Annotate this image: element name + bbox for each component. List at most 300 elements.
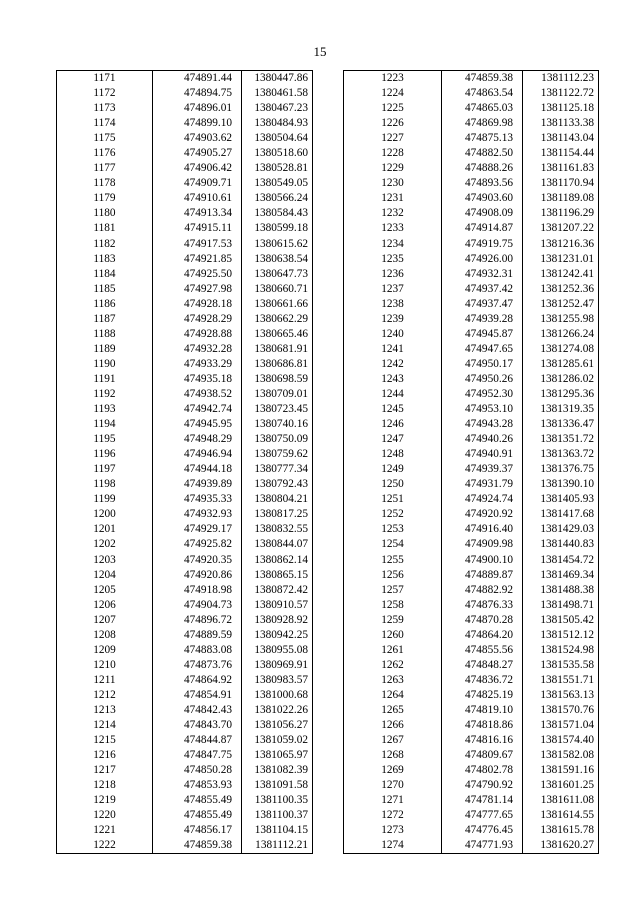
point-number-cell: 1208 [57, 628, 153, 643]
table-row [57, 492, 313, 507]
y-coordinate-cell: 1380817.25 [242, 507, 313, 522]
x-coordinate-cell: 474917.53 [153, 237, 242, 252]
point-number-cell: 1172 [57, 86, 153, 101]
point-number-cell: 1250 [344, 477, 442, 492]
x-coordinate-cell: 474940.91 [442, 447, 523, 462]
point-number-cell: 1211 [57, 673, 153, 688]
x-coordinate-cell: 474914.87 [442, 221, 523, 236]
point-number-cell: 1194 [57, 417, 153, 432]
x-coordinate-cell: 474938.52 [153, 387, 242, 402]
y-coordinate-cell: 1381196.29 [523, 206, 599, 221]
y-coordinate-cell: 1380955.08 [242, 643, 313, 658]
x-coordinate-cell: 474865.03 [442, 101, 523, 116]
y-coordinate-cell: 1381133.38 [523, 116, 599, 131]
x-coordinate-cell: 474933.29 [153, 357, 242, 372]
y-coordinate-cell: 1381056.27 [242, 718, 313, 733]
table-row [57, 252, 313, 267]
y-coordinate-cell: 1380740.16 [242, 417, 313, 432]
x-coordinate-cell: 474937.42 [442, 282, 523, 297]
x-coordinate-cell: 474847.75 [153, 748, 242, 763]
table-row [344, 176, 599, 191]
x-coordinate-cell: 474909.71 [153, 176, 242, 191]
x-coordinate-cell: 474920.86 [153, 568, 242, 583]
x-coordinate-cell: 474928.88 [153, 327, 242, 342]
y-coordinate-cell: 1380660.71 [242, 282, 313, 297]
x-coordinate-cell: 474953.10 [442, 402, 523, 417]
x-coordinate-cell: 474816.16 [442, 733, 523, 748]
point-number-cell: 1256 [344, 568, 442, 583]
y-coordinate-cell: 1380844.07 [242, 537, 313, 552]
x-coordinate-cell: 474940.26 [442, 432, 523, 447]
y-coordinate-cell: 1381189.08 [523, 191, 599, 206]
point-number-cell: 1206 [57, 598, 153, 613]
point-number-cell: 1265 [344, 703, 442, 718]
y-coordinate-cell: 1380759.62 [242, 447, 313, 462]
x-coordinate-cell: 474918.98 [153, 583, 242, 598]
y-coordinate-cell: 1380698.59 [242, 372, 313, 387]
point-number-cell: 1225 [344, 101, 442, 116]
x-coordinate-cell: 474855.49 [153, 808, 242, 823]
y-coordinate-cell: 1381274.08 [523, 342, 599, 357]
x-coordinate-cell: 474952.30 [442, 387, 523, 402]
y-coordinate-cell: 1381065.97 [242, 748, 313, 763]
point-number-cell: 1219 [57, 793, 153, 808]
x-coordinate-cell: 474945.95 [153, 417, 242, 432]
y-coordinate-cell: 1380528.81 [242, 161, 313, 176]
table-row [344, 432, 599, 447]
x-coordinate-cell: 474859.38 [153, 838, 242, 854]
table-row [57, 282, 313, 297]
point-number-cell: 1178 [57, 176, 153, 191]
y-coordinate-cell: 1381524.98 [523, 643, 599, 658]
x-coordinate-cell: 474921.85 [153, 252, 242, 267]
y-coordinate-cell: 1381295.36 [523, 387, 599, 402]
table-row [57, 462, 313, 477]
y-coordinate-cell: 1381351.72 [523, 432, 599, 447]
y-coordinate-cell: 1381255.98 [523, 312, 599, 327]
point-number-cell: 1259 [344, 613, 442, 628]
x-coordinate-cell: 474853.93 [153, 778, 242, 793]
x-coordinate-cell: 474893.56 [442, 176, 523, 191]
x-coordinate-cell: 474896.01 [153, 101, 242, 116]
y-coordinate-cell: 1380862.14 [242, 553, 313, 568]
x-coordinate-cell: 474920.92 [442, 507, 523, 522]
point-number-cell: 1264 [344, 688, 442, 703]
x-coordinate-cell: 474883.08 [153, 643, 242, 658]
x-coordinate-cell: 474932.93 [153, 507, 242, 522]
x-coordinate-cell: 474855.49 [153, 793, 242, 808]
point-number-cell: 1186 [57, 297, 153, 312]
table-row [57, 116, 313, 131]
x-coordinate-cell: 474937.47 [442, 297, 523, 312]
point-number-cell: 1228 [344, 146, 442, 161]
x-coordinate-cell: 474844.87 [153, 733, 242, 748]
table-row [57, 131, 313, 146]
x-coordinate-cell: 474905.27 [153, 146, 242, 161]
x-coordinate-cell: 474864.92 [153, 673, 242, 688]
table-row [344, 417, 599, 432]
y-coordinate-cell: 1380484.93 [242, 116, 313, 131]
table-row [57, 342, 313, 357]
table-row [344, 327, 599, 342]
table-row [57, 312, 313, 327]
x-coordinate-cell: 474925.50 [153, 267, 242, 282]
x-coordinate-cell: 474924.74 [442, 492, 523, 507]
point-number-cell: 1189 [57, 342, 153, 357]
x-coordinate-cell: 474854.91 [153, 688, 242, 703]
x-coordinate-cell: 474929.17 [153, 522, 242, 537]
point-number-cell: 1218 [57, 778, 153, 793]
y-coordinate-cell: 1380983.57 [242, 673, 313, 688]
x-coordinate-cell: 474809.67 [442, 748, 523, 763]
table-row [57, 793, 313, 808]
point-number-cell: 1273 [344, 823, 442, 838]
y-coordinate-cell: 1381601.25 [523, 778, 599, 793]
table-row [57, 778, 313, 793]
x-coordinate-cell: 474771.93 [442, 838, 523, 854]
point-number-cell: 1229 [344, 161, 442, 176]
table-row [57, 598, 313, 613]
x-coordinate-cell: 474870.28 [442, 613, 523, 628]
x-coordinate-cell: 474916.40 [442, 522, 523, 537]
table-row [344, 568, 599, 583]
x-coordinate-cell: 474931.79 [442, 477, 523, 492]
point-number-cell: 1175 [57, 131, 153, 146]
table-row [57, 297, 313, 312]
y-coordinate-cell: 1381614.55 [523, 808, 599, 823]
point-number-cell: 1226 [344, 116, 442, 131]
point-number-cell: 1180 [57, 206, 153, 221]
x-coordinate-cell: 474859.38 [442, 71, 523, 87]
x-coordinate-cell: 474920.35 [153, 553, 242, 568]
y-coordinate-cell: 1380792.43 [242, 477, 313, 492]
point-number-cell: 1188 [57, 327, 153, 342]
y-coordinate-cell: 1381563.13 [523, 688, 599, 703]
x-coordinate-cell: 474863.54 [442, 86, 523, 101]
y-coordinate-cell: 1380638.54 [242, 252, 313, 267]
point-number-cell: 1192 [57, 387, 153, 402]
table-row [344, 643, 599, 658]
y-coordinate-cell: 1380865.15 [242, 568, 313, 583]
x-coordinate-cell: 474836.72 [442, 673, 523, 688]
point-number-cell: 1235 [344, 252, 442, 267]
point-number-cell: 1257 [344, 583, 442, 598]
point-number-cell: 1176 [57, 146, 153, 161]
point-number-cell: 1244 [344, 387, 442, 402]
x-coordinate-cell: 474942.74 [153, 402, 242, 417]
point-number-cell: 1263 [344, 673, 442, 688]
y-coordinate-cell: 1380709.01 [242, 387, 313, 402]
table-row [344, 838, 599, 854]
point-number-cell: 1243 [344, 372, 442, 387]
table-row [57, 537, 313, 552]
point-number-cell: 1249 [344, 462, 442, 477]
point-number-cell: 1209 [57, 643, 153, 658]
x-coordinate-cell: 474950.26 [442, 372, 523, 387]
table-row [57, 447, 313, 462]
x-coordinate-cell: 474932.28 [153, 342, 242, 357]
table-row [57, 71, 313, 87]
y-coordinate-cell: 1380461.58 [242, 86, 313, 101]
table-row [57, 643, 313, 658]
y-coordinate-cell: 1381512.12 [523, 628, 599, 643]
point-number-cell: 1237 [344, 282, 442, 297]
point-number-cell: 1190 [57, 357, 153, 372]
table-row [344, 763, 599, 778]
x-coordinate-cell: 474891.44 [153, 71, 242, 87]
point-number-cell: 1232 [344, 206, 442, 221]
point-number-cell: 1220 [57, 808, 153, 823]
y-coordinate-cell: 1381429.03 [523, 522, 599, 537]
point-number-cell: 1252 [344, 507, 442, 522]
y-coordinate-cell: 1381336.47 [523, 417, 599, 432]
point-number-cell: 1236 [344, 267, 442, 282]
x-coordinate-cell: 474928.29 [153, 312, 242, 327]
table-row [57, 748, 313, 763]
table-row [344, 71, 599, 87]
x-coordinate-cell: 474939.89 [153, 477, 242, 492]
x-coordinate-cell: 474928.18 [153, 297, 242, 312]
table-row [57, 628, 313, 643]
point-number-cell: 1262 [344, 658, 442, 673]
y-coordinate-cell: 1380662.29 [242, 312, 313, 327]
y-coordinate-cell: 1381505.42 [523, 613, 599, 628]
table-row [57, 658, 313, 673]
table-row [57, 823, 313, 838]
y-coordinate-cell: 1381125.18 [523, 101, 599, 116]
point-number-cell: 1254 [344, 537, 442, 552]
x-coordinate-cell: 474869.98 [442, 116, 523, 131]
table-row [344, 823, 599, 838]
y-coordinate-cell: 1381143.04 [523, 131, 599, 146]
point-number-cell: 1224 [344, 86, 442, 101]
y-coordinate-cell: 1381376.75 [523, 462, 599, 477]
point-number-cell: 1204 [57, 568, 153, 583]
table-row [57, 568, 313, 583]
x-coordinate-cell: 474825.19 [442, 688, 523, 703]
y-coordinate-cell: 1381252.47 [523, 297, 599, 312]
x-coordinate-cell: 474926.00 [442, 252, 523, 267]
table-row [57, 327, 313, 342]
y-coordinate-cell: 1381620.27 [523, 838, 599, 854]
x-coordinate-cell: 474906.42 [153, 161, 242, 176]
y-coordinate-cell: 1380681.91 [242, 342, 313, 357]
y-coordinate-cell: 1381319.35 [523, 402, 599, 417]
point-number-cell: 1255 [344, 553, 442, 568]
y-coordinate-cell: 1381390.10 [523, 477, 599, 492]
x-coordinate-cell: 474913.34 [153, 206, 242, 221]
table-row [57, 718, 313, 733]
coordinates-table-left [56, 70, 313, 854]
table-row [344, 402, 599, 417]
y-coordinate-cell: 1380804.21 [242, 492, 313, 507]
point-number-cell: 1182 [57, 237, 153, 252]
point-number-cell: 1221 [57, 823, 153, 838]
point-number-cell: 1210 [57, 658, 153, 673]
table-row [344, 387, 599, 402]
y-coordinate-cell: 1381231.01 [523, 252, 599, 267]
table-row [57, 583, 313, 598]
y-coordinate-cell: 1380518.60 [242, 146, 313, 161]
table-row [344, 447, 599, 462]
x-coordinate-cell: 474802.78 [442, 763, 523, 778]
x-coordinate-cell: 474882.50 [442, 146, 523, 161]
y-coordinate-cell: 1380872.42 [242, 583, 313, 598]
x-coordinate-cell: 474876.33 [442, 598, 523, 613]
y-coordinate-cell: 1380942.25 [242, 628, 313, 643]
table-row [344, 342, 599, 357]
y-coordinate-cell: 1381266.24 [523, 327, 599, 342]
table-row [344, 267, 599, 282]
table-row [344, 628, 599, 643]
x-coordinate-cell: 474899.10 [153, 116, 242, 131]
point-number-cell: 1193 [57, 402, 153, 417]
point-number-cell: 1247 [344, 432, 442, 447]
y-coordinate-cell: 1381611.08 [523, 793, 599, 808]
coordinates-table-right [343, 70, 599, 854]
y-coordinate-cell: 1381112.21 [242, 838, 313, 854]
y-coordinate-cell: 1380686.81 [242, 357, 313, 372]
y-coordinate-cell: 1381091.58 [242, 778, 313, 793]
point-number-cell: 1200 [57, 507, 153, 522]
y-coordinate-cell: 1381363.72 [523, 447, 599, 462]
x-coordinate-cell: 474909.98 [442, 537, 523, 552]
y-coordinate-cell: 1381570.76 [523, 703, 599, 718]
point-number-cell: 1270 [344, 778, 442, 793]
table-row [344, 583, 599, 598]
x-coordinate-cell: 474904.73 [153, 598, 242, 613]
table-row [344, 613, 599, 628]
point-number-cell: 1199 [57, 492, 153, 507]
y-coordinate-cell: 1381285.61 [523, 357, 599, 372]
x-coordinate-cell: 474946.94 [153, 447, 242, 462]
x-coordinate-cell: 474896.72 [153, 613, 242, 628]
y-coordinate-cell: 1381551.71 [523, 673, 599, 688]
y-coordinate-cell: 1381286.02 [523, 372, 599, 387]
table-row [57, 507, 313, 522]
y-coordinate-cell: 1380665.46 [242, 327, 313, 342]
point-number-cell: 1223 [344, 71, 442, 87]
table-row [57, 432, 313, 447]
y-coordinate-cell: 1381574.40 [523, 733, 599, 748]
y-coordinate-cell: 1381488.38 [523, 583, 599, 598]
point-number-cell: 1202 [57, 537, 153, 552]
x-coordinate-cell: 474864.20 [442, 628, 523, 643]
table-row [344, 462, 599, 477]
point-number-cell: 1231 [344, 191, 442, 206]
table-row [57, 838, 313, 854]
y-coordinate-cell: 1381571.04 [523, 718, 599, 733]
x-coordinate-cell: 474843.70 [153, 718, 242, 733]
table-row [57, 372, 313, 387]
y-coordinate-cell: 1381104.15 [242, 823, 313, 838]
table-row [57, 613, 313, 628]
table-row [344, 146, 599, 161]
y-coordinate-cell: 1381498.71 [523, 598, 599, 613]
y-coordinate-cell: 1380566.24 [242, 191, 313, 206]
x-coordinate-cell: 474900.10 [442, 553, 523, 568]
table-row [57, 688, 313, 703]
point-number-cell: 1253 [344, 522, 442, 537]
table-row [344, 673, 599, 688]
table-row [344, 101, 599, 116]
table-row [344, 252, 599, 267]
x-coordinate-cell: 474947.65 [442, 342, 523, 357]
table-row [344, 86, 599, 101]
point-number-cell: 1187 [57, 312, 153, 327]
y-coordinate-cell: 1381100.35 [242, 793, 313, 808]
table-row [344, 206, 599, 221]
point-number-cell: 1215 [57, 733, 153, 748]
point-number-cell: 1171 [57, 71, 153, 87]
table-row [344, 477, 599, 492]
point-number-cell: 1267 [344, 733, 442, 748]
table-row [57, 206, 313, 221]
table-row [344, 191, 599, 206]
x-coordinate-cell: 474943.28 [442, 417, 523, 432]
table-row [57, 267, 313, 282]
x-coordinate-cell: 474903.62 [153, 131, 242, 146]
y-coordinate-cell: 1380647.73 [242, 267, 313, 282]
y-coordinate-cell: 1381000.68 [242, 688, 313, 703]
table-row [344, 688, 599, 703]
table-row [344, 658, 599, 673]
table-row [57, 417, 313, 432]
table-row [344, 778, 599, 793]
table-row [344, 116, 599, 131]
x-coordinate-cell: 474790.92 [442, 778, 523, 793]
point-number-cell: 1242 [344, 357, 442, 372]
table-row [57, 477, 313, 492]
point-number-cell: 1179 [57, 191, 153, 206]
point-number-cell: 1246 [344, 417, 442, 432]
table-row [344, 598, 599, 613]
x-coordinate-cell: 474925.82 [153, 537, 242, 552]
y-coordinate-cell: 1380928.92 [242, 613, 313, 628]
point-number-cell: 1198 [57, 477, 153, 492]
x-coordinate-cell: 474875.13 [442, 131, 523, 146]
y-coordinate-cell: 1380599.18 [242, 221, 313, 236]
point-number-cell: 1240 [344, 327, 442, 342]
table-row [344, 793, 599, 808]
y-coordinate-cell: 1381582.08 [523, 748, 599, 763]
y-coordinate-cell: 1381615.78 [523, 823, 599, 838]
table-row [344, 553, 599, 568]
y-coordinate-cell: 1380832.55 [242, 522, 313, 537]
table-row [57, 176, 313, 191]
point-number-cell: 1260 [344, 628, 442, 643]
x-coordinate-cell: 474894.75 [153, 86, 242, 101]
point-number-cell: 1174 [57, 116, 153, 131]
point-number-cell: 1217 [57, 763, 153, 778]
x-coordinate-cell: 474888.26 [442, 161, 523, 176]
x-coordinate-cell: 474919.75 [442, 237, 523, 252]
point-number-cell: 1197 [57, 462, 153, 477]
x-coordinate-cell: 474777.65 [442, 808, 523, 823]
x-coordinate-cell: 474903.60 [442, 191, 523, 206]
y-coordinate-cell: 1381535.58 [523, 658, 599, 673]
x-coordinate-cell: 474927.98 [153, 282, 242, 297]
table-row [57, 808, 313, 823]
y-coordinate-cell: 1381100.37 [242, 808, 313, 823]
table-row [344, 718, 599, 733]
x-coordinate-cell: 474882.92 [442, 583, 523, 598]
point-number-cell: 1184 [57, 267, 153, 282]
point-number-cell: 1207 [57, 613, 153, 628]
y-coordinate-cell: 1380504.64 [242, 131, 313, 146]
x-coordinate-cell: 474945.87 [442, 327, 523, 342]
point-number-cell: 1212 [57, 688, 153, 703]
